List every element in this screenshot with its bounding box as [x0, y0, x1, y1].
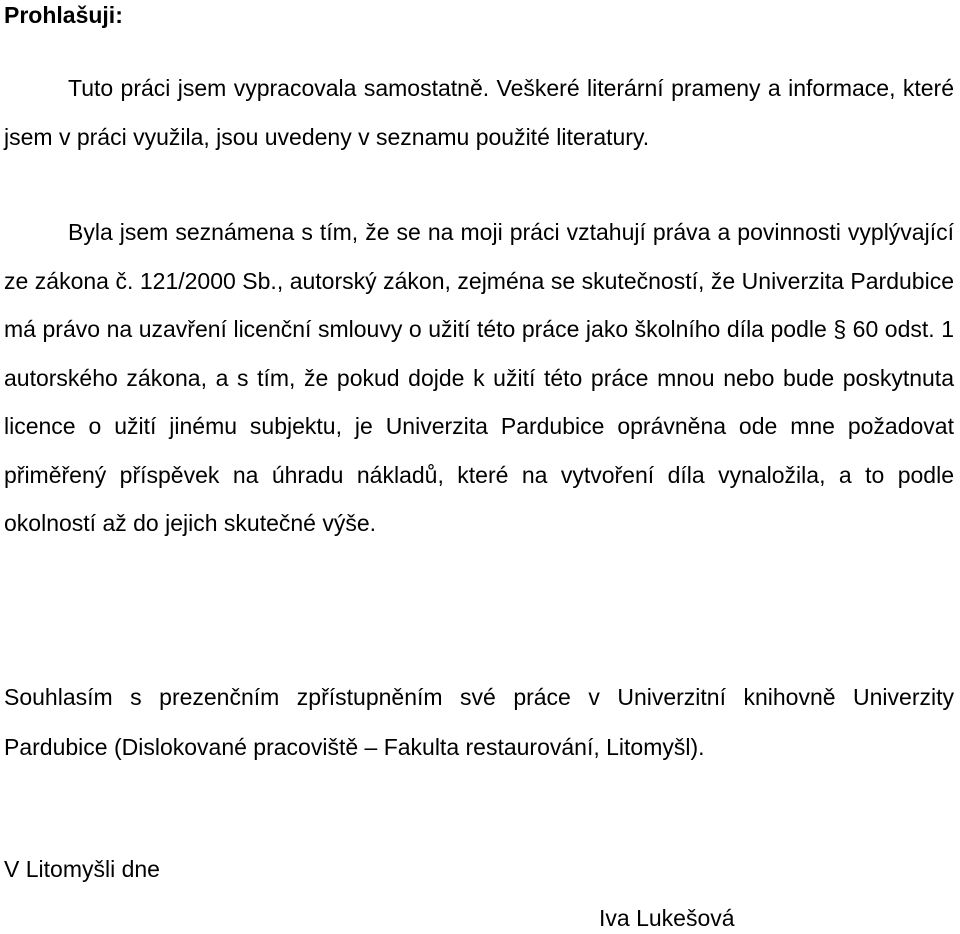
signature-name: Iva Lukešová: [599, 905, 735, 931]
paragraph-sources: Tuto práci jsem vypracovala samostatně. Veškeré literární prameny a informace, které jsem v práci využila, jsou uvedeny v seznamu použité literatury.: [4, 75, 954, 150]
place-date-line: V Litomyšli dne: [4, 856, 160, 882]
paragraph-copyright: Byla jsem seznámena s tím, že se na moji práci vztahují práva a povinnosti vyplývající ze zákona č. 121/2000 Sb., autorský zákon, zejména se skutečností, že Univerzita Pardubice má právo na uzavření licenční smlouvy o užití této práce jako školního díla podle § 60 odst. 1 autorského zákona, a s tím, že pokud dojde k užití této práce mnou nebo bude poskytnuta licence o užití jinému subjektu, je Univerzita Pardubice oprávněna ode mne požadovat přiměřený příspěvek na úhradu nákladů, které na vytvoření díla vynaložila, a to podle okolností až do jejich skutečné výše.: [4, 219, 954, 536]
declaration-heading: Prohlašuji:: [4, 2, 123, 28]
paragraph-library-consent: Souhlasím s prezenčním zpřístupněním své práce v Univerzitní knihovně Univerzity Pardubice (Dislokované pracoviště – Fakulta restaurování, Litomyšl).: [4, 684, 954, 760]
